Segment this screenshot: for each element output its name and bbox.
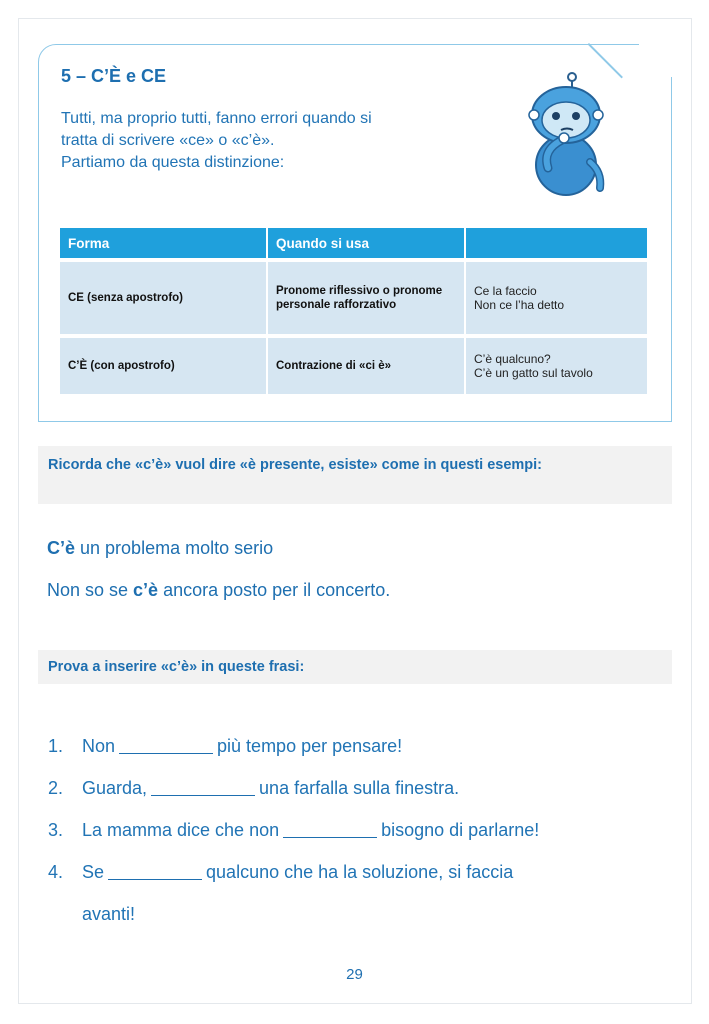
table-header-row: [60, 228, 649, 258]
table-header: Quando si usa: [268, 228, 466, 258]
table-cell-esempi: [466, 258, 649, 334]
table-cell-uso: Pronome riflessivo o pronome personale rafforzativo: [268, 258, 466, 334]
fill-blank[interactable]: [108, 878, 202, 880]
highlighted-word: c’è: [133, 580, 159, 600]
exercise-item: 4. Se qualcuno che ha la soluzione, si faccia: [48, 862, 514, 882]
table-header: Forma: [60, 228, 268, 258]
exercise-list: [48, 736, 539, 944]
exercise-item: 1. Non più tempo per pensare!: [48, 736, 403, 756]
intro-text: [61, 108, 491, 174]
intro-line: tratta di scrivere «ce» o «c’è».: [61, 132, 275, 149]
example-text: Non ce l’ha detto: [474, 298, 565, 312]
exercise-item: 2. Guarda, una farfalla sulla finestra.: [48, 778, 460, 798]
grammar-table: [60, 228, 649, 394]
exercise-callout: Prova a inserire «c’è» in queste frasi:: [38, 650, 672, 684]
table-row: [60, 334, 649, 394]
intro-line: Tutti, ma proprio tutti, fanno errori quando si: [61, 110, 372, 127]
example-text: C’è un gatto sul tavolo: [474, 366, 593, 380]
intro-line: Partiamo da questa distinzione:: [61, 154, 285, 171]
page-number: 29: [346, 966, 363, 983]
fill-blank[interactable]: [151, 794, 255, 796]
fill-blank[interactable]: [283, 836, 377, 838]
table-cell-forma: CE (senza apostrofo): [60, 258, 268, 334]
table-header: [466, 228, 649, 258]
table-cell-uso: Contrazione di «ci è»: [268, 334, 466, 394]
exercise-continuation: avanti!: [82, 904, 136, 924]
example-sentence: Non so se c’è ancora posto per il concerto.: [47, 580, 391, 600]
exercise-item: 3. La mamma dice che non bisogno di parlarne!: [48, 820, 540, 840]
table-row: [60, 258, 649, 334]
fill-blank[interactable]: [119, 752, 213, 754]
table-cell-esempi: [466, 334, 649, 394]
thinking-robot-icon: [516, 70, 616, 200]
reminder-callout: Ricorda che «c’è» vuol dire «è presente, esiste» come in questi esempi:: [38, 446, 672, 504]
table-cell-forma: C’È (con apostrofo): [60, 334, 268, 394]
example-sentence: C’è un problema molto serio: [47, 538, 274, 558]
example-text: C’è qualcuno?: [474, 352, 551, 366]
highlighted-word: C’è: [47, 538, 76, 558]
example-text: Ce la faccio: [474, 284, 537, 298]
section-title: 5 – C’È e CE: [61, 66, 167, 86]
